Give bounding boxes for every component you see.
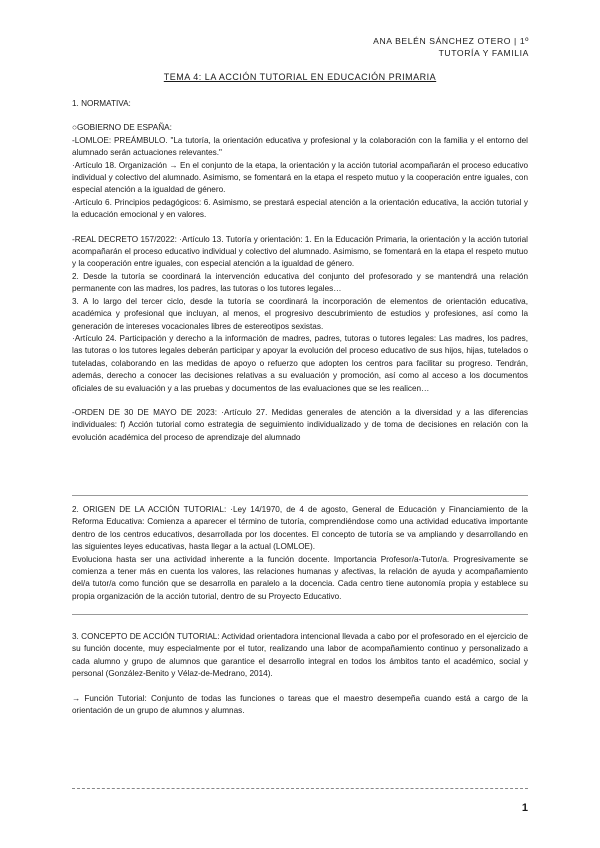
section-divider <box>72 614 528 615</box>
footer-divider <box>72 788 528 789</box>
paragraph: 3. A lo largo del tercer ciclo, desde la tutoría se coordinará la incorporación de elementos de orientación educativa, académica y profesional que incluyan, al menos, el progresivo descubrimiento de estudios y profesiones, así como la generación de intereses vocacionales libres de estereotipos sexistas. <box>72 296 528 331</box>
paragraph: 2. Desde la tutoría se coordinará la intervención educativa del conjunto del profesorado y se mantendrá una relación permanente con las madres, los padres, las tutoras o los tutores legales… <box>72 271 528 294</box>
section-normativa <box>72 98 528 444</box>
header-author: ANA BELÉN SÁNCHEZ OTERO | 1º <box>373 36 529 46</box>
section-divider <box>72 495 528 496</box>
paragraph: → Función Tutorial: Conjunto de todas las funciones o tareas que el maestro desempeña cuando está a cargo de la orientación de un grupo de alumnos y alumnas. <box>72 693 528 716</box>
document-title-wrap <box>0 72 600 82</box>
page-header <box>373 35 529 59</box>
paragraph: ·Artículo 6. Principios pedagógicos: 6. Asimismo, se prestará especial atención a la orientación educativa, la acción tutorial y la educación emocional y en valores. <box>72 197 528 220</box>
gov-heading: ○GOBIERNO DE ESPAÑA: <box>72 123 172 133</box>
paragraph: -ORDEN DE 30 DE MAYO DE 2023: ·Artículo 27. Medidas generales de atención a la diversidad y a las diferencias individuales: f) Acción tutorial como estrategia de seguimiento individualizado y de toma de decisiones en relación con la evolución académica del proceso de aprendizaje del alumnado <box>72 407 528 442</box>
header-subject: TUTORÍA Y FAMILIA <box>438 48 529 58</box>
document-title: TEMA 4: LA ACCIÓN TUTORIAL EN EDUCACIÓN PRIMARIA <box>163 72 437 82</box>
paragraph: ·Artículo 18. Organización → En el conjunto de la etapa, la orientación y la acción tutorial acompañarán el proceso educativo individual y colectivo del alumnado. Asimismo, se fomentará en la etapa el respeto mutuo y la cooperación entre iguales, con especial atención a la igualdad de género. <box>72 160 528 195</box>
paragraph: ·Artículo 24. Participación y derecho a la información de madres, padres, tutoras o tutores legales: Las madres, los padres, las tutoras o los tutores legales deberán participar y apoyar la evolución del proceso educativo de sus hijos, hijas, tutelados o tuteladas, colaborando en las medidas de apoyo o refuerzo que adopten los centros para facilitar su progreso. Tendrán, además, derecho a conocer las decisiones relativas a su evaluación y promoción, así como al acceso a los documentos oficiales de su evaluación y a las pruebas y documentos de las evaluaciones que se les realicen… <box>72 333 528 393</box>
paragraph: 3. CONCEPTO DE ACCIÓN TUTORIAL: Actividad orientadora intencional llevada a cabo por el profesorado en el ejercicio de su función docente, muy especialmente por el tutor, realizando una labor de acompañamiento continuo y personalizado a cada alumno y grupo de alumnos que garantice el desarrollo integral en todos los ámbitos tanto el académico, social y personal (González-Benito y Vélaz-de-Medrano, 2014). <box>72 632 528 679</box>
paragraph: 2. ORIGEN DE LA ACCIÓN TUTORIAL: ·Ley 14/1970, de 4 de agosto, General de Educación y Financiamiento de la Reforma Educativa: Comienza a aparecer el término de tutoría, comprendiéndose como una actividad educativa importante dentro de los centros educativos, desarrollada por los docentes. El concepto de tutoría se va ampliando y desarrollando en las siguientes leyes educativas, hasta llegar a la actual (LOMLOE). <box>72 505 528 552</box>
paragraph: -LOMLOE: PREÁMBULO. "La tutoría, la orientación educativa y profesional y la colaboración con la familia y el entorno del alumnado serán actuaciones relevantes." <box>72 135 528 158</box>
section-heading: 1. NORMATIVA: <box>72 99 131 108</box>
paragraph: Evoluciona hasta ser una actividad inherente a la función docente. Importancia Profesor/a-Tutor/a. Progresivamente se comienza a tener más en cuenta los valores, las relaciones humanas y afectivas, la relación de ayuda y acompañamiento del/a tutor/a como función que se desarrolla en paralelo a la docencia. Cada centro tiene autonomía propia y establece su propia organización de la acción tutorial, dentro de su Proyecto Educativo. <box>72 554 528 601</box>
paragraph: -REAL DECRETO 157/2022: ·Artículo 13. Tutoría y orientación: 1. En la Educación Primaria, la orientación y la acción tutorial acompañarán el proceso educativo individual y colectivo del alumnado. Asimismo, se fomentará en la etapa el respeto mutuo y la cooperación entre iguales, con especial atención a la igualdad de género. <box>72 234 528 269</box>
page-number: 1 <box>521 802 528 814</box>
section-origen <box>72 504 528 603</box>
section-concepto <box>72 631 528 717</box>
